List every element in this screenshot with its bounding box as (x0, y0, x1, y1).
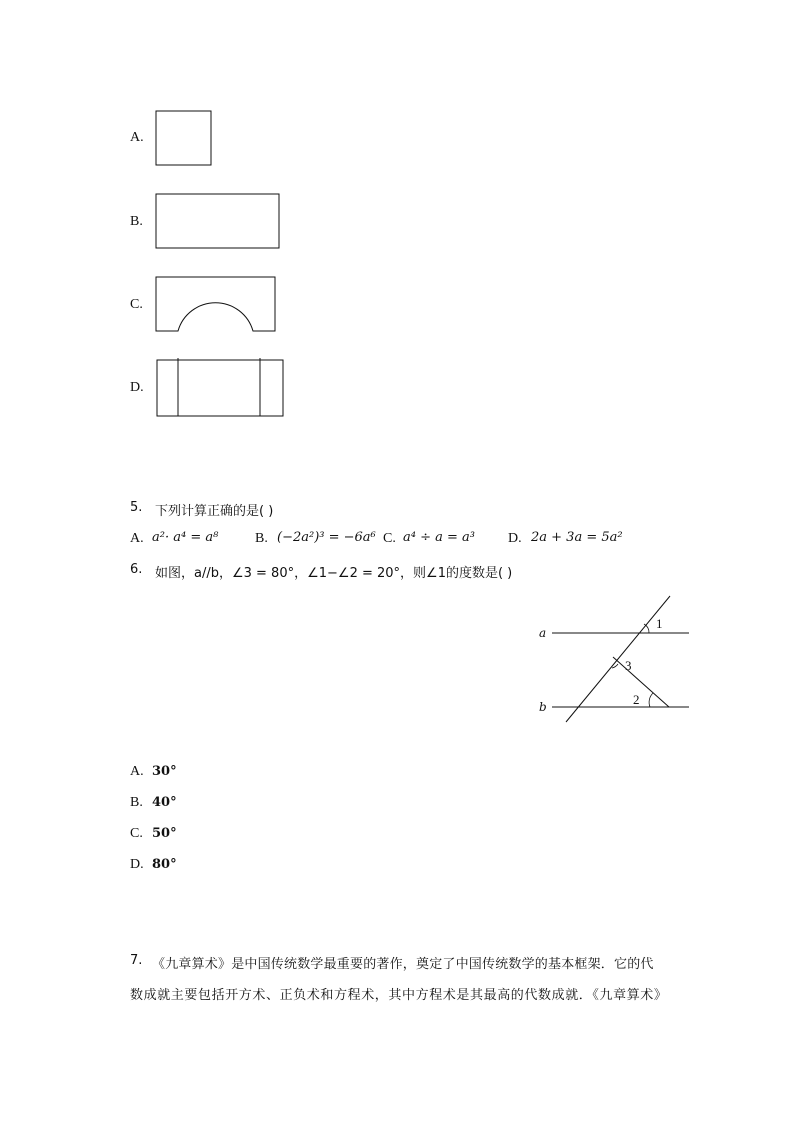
option-c-arch-figure (155, 276, 278, 334)
option-c-label: C. (130, 297, 143, 312)
option-d-label: D. (130, 380, 144, 395)
question7-line1: 《九章算术》是中国传统数学最重要的著作，奠定了中国传统数学的基本框架．它的代 (152, 957, 654, 972)
q5-option-b-expr: (−2a²)³ = −6a⁶ (277, 530, 376, 545)
angle1-arc (644, 624, 649, 633)
q5-option-c-label: C. (383, 531, 396, 546)
transversal-line (566, 596, 670, 722)
q5-option-d-label: D. (508, 531, 522, 546)
q6-option-b-label: B. (130, 795, 143, 810)
q6-option-c-value: 50° (152, 826, 177, 841)
label-a: a (539, 626, 547, 640)
q5-option-b-label: B. (255, 531, 268, 546)
q6-option-d-label: D. (130, 857, 144, 872)
question6-number: 6. (130, 562, 143, 577)
label-angle1: 1 (656, 616, 663, 631)
q5-option-c-expr: a⁴ ÷ a = a³ (403, 530, 475, 545)
label-b: b (539, 700, 547, 714)
angle2-arc (649, 693, 653, 707)
question5-stem: 下列计算正确的是( ) (155, 504, 274, 519)
option-a-label: A. (130, 130, 144, 145)
q5-option-a-expr: a²· a⁴ = a⁸ (152, 530, 219, 545)
oblique-segment (613, 657, 669, 707)
q6-option-a-label: A. (130, 764, 144, 779)
q5-option-d-expr: 2a + 3a = 5a² (531, 530, 623, 545)
question6-parallel-lines-figure (530, 592, 695, 726)
option-b-rectangle-figure (155, 193, 281, 250)
q6-option-a-value: 30° (152, 764, 177, 779)
question7-number: 7. (130, 953, 143, 968)
question6-stem: 如图，a//b，∠3 = 80°，∠1−∠2 = 20°，则∠1的度数是( ) (155, 566, 513, 581)
label-angle3: 3 (625, 658, 632, 673)
q6-option-c-label: C. (130, 826, 143, 841)
q5-option-a-label: A. (130, 531, 144, 546)
question7-line2: 数成就主要包括开方术、正负术和方程术，其中方程术是其最高的代数成就．《九章算术》 (130, 988, 668, 1003)
q6-option-b-value: 40° (152, 795, 177, 810)
option-d-framed-rectangle-figure (155, 358, 285, 418)
label-angle2: 2 (633, 692, 640, 707)
option-a-square-figure (155, 110, 213, 167)
question5-number: 5. (130, 500, 143, 515)
q6-option-d-value: 80° (152, 857, 177, 872)
option-b-label: B. (130, 214, 143, 229)
